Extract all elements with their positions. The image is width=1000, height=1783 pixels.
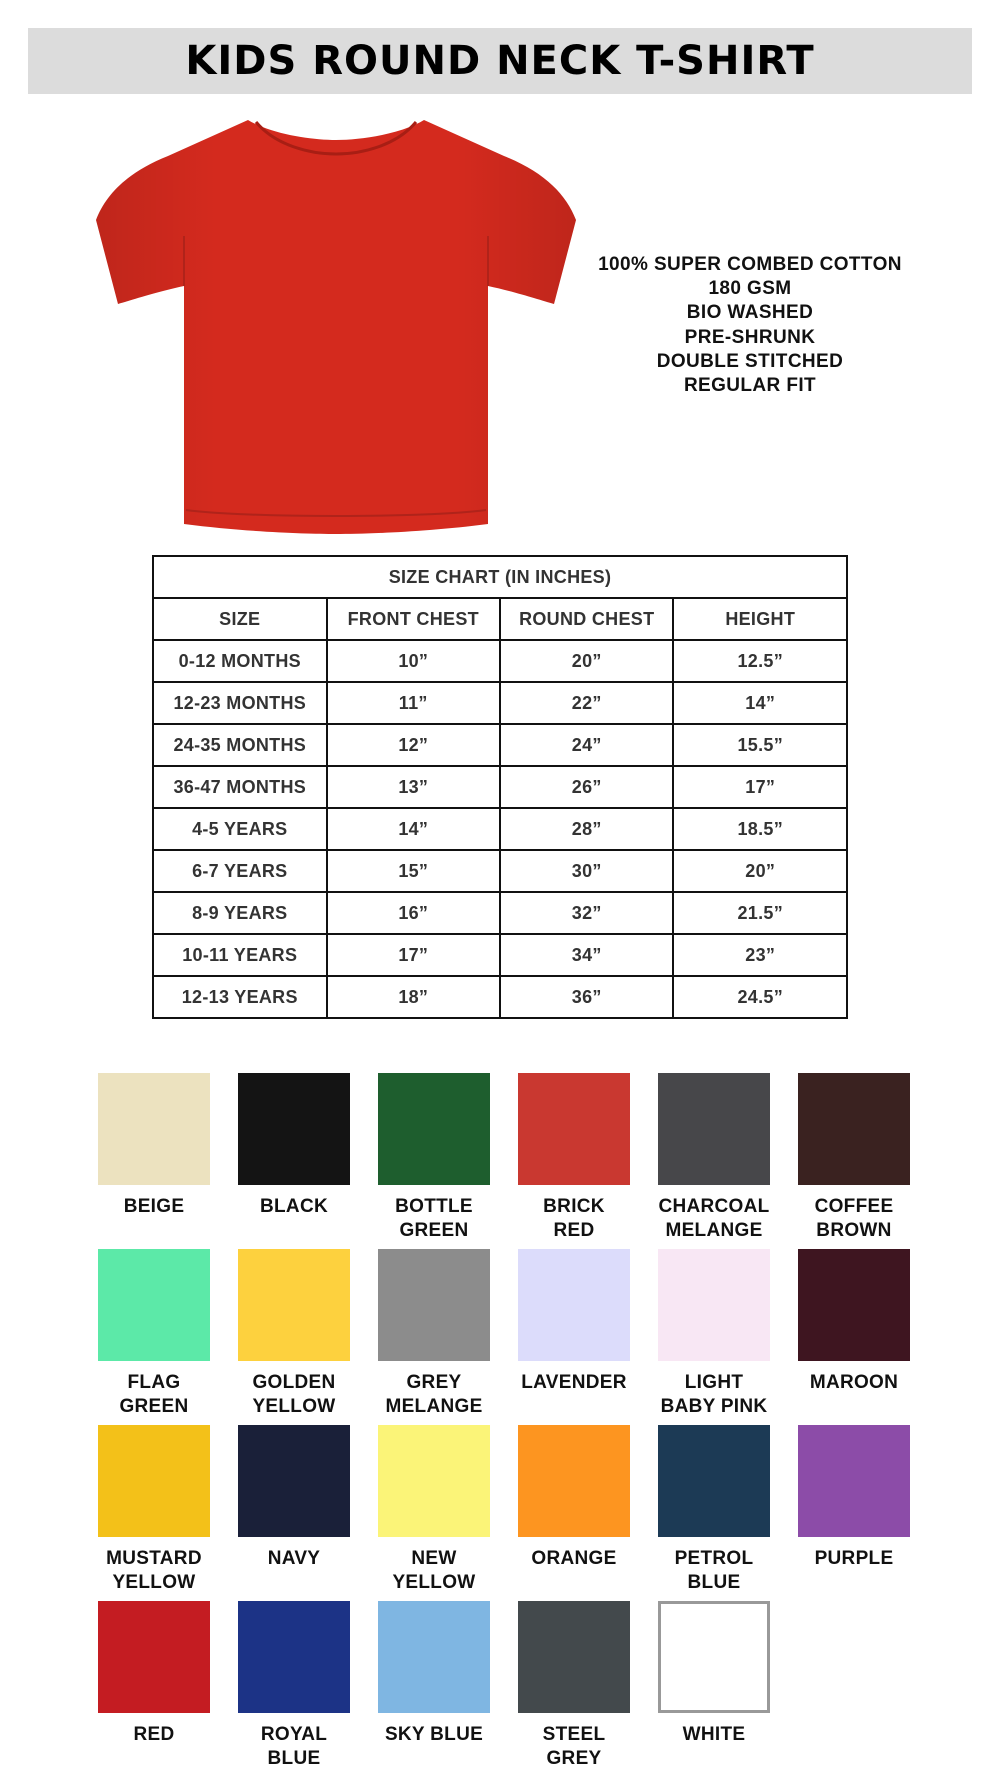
color-name-label: PETROL BLUE (674, 1548, 754, 1593)
table-cell: 26” (500, 766, 673, 808)
table-row (153, 850, 847, 892)
color-name-label: ORANGE (531, 1548, 617, 1569)
color-chip (378, 1425, 490, 1537)
color-chip (518, 1073, 630, 1185)
color-chip (378, 1249, 490, 1361)
color-swatch (518, 1073, 630, 1241)
color-chip (798, 1073, 910, 1185)
table-cell: 4-5 YEARS (153, 808, 327, 850)
color-chip (98, 1601, 210, 1713)
table-cell: 21.5” (673, 892, 847, 934)
color-chip (518, 1425, 630, 1537)
spec-line: PRE-SHRUNK (684, 326, 816, 348)
color-swatch (378, 1249, 490, 1417)
color-name-label: PURPLE (814, 1548, 894, 1569)
column-header-height: HEIGHT (673, 598, 847, 640)
spec-line: BIO WASHED (686, 302, 814, 324)
spec-line: DOUBLE STITCHED (656, 350, 844, 372)
spec-line: REGULAR FIT (683, 375, 817, 397)
table-cell: 12-13 YEARS (153, 976, 327, 1018)
color-swatch (798, 1073, 910, 1241)
color-swatch (658, 1425, 770, 1593)
color-swatch (98, 1601, 210, 1745)
color-name-label: BOTTLE GREEN (395, 1196, 473, 1241)
color-chip (658, 1073, 770, 1185)
size-chart-title: SIZE CHART (IN INCHES) (153, 556, 847, 598)
color-swatch (98, 1425, 210, 1593)
table-row (153, 640, 847, 682)
color-chip (378, 1073, 490, 1185)
table-row (153, 724, 847, 766)
table-cell: 20” (500, 640, 673, 682)
color-name-label: BLACK (260, 1196, 328, 1217)
table-cell: 11” (327, 682, 500, 724)
color-chip (238, 1425, 350, 1537)
color-swatch (238, 1073, 350, 1217)
size-chart-table (152, 555, 848, 1019)
color-chip (658, 1249, 770, 1361)
color-name-label: CHARCOAL MELANGE (658, 1196, 770, 1241)
color-name-label: STEEL GREY (542, 1724, 606, 1769)
table-cell: 24” (500, 724, 673, 766)
table-cell: 6-7 YEARS (153, 850, 327, 892)
color-swatch (798, 1249, 910, 1393)
color-chip (98, 1073, 210, 1185)
red-tshirt-icon (96, 116, 576, 536)
color-name-label: NEW YELLOW (392, 1548, 476, 1593)
column-header-round-chest: ROUND CHEST (500, 598, 673, 640)
color-chip (518, 1249, 630, 1361)
table-row (153, 766, 847, 808)
product-specs (570, 253, 930, 398)
color-chip (238, 1073, 350, 1185)
table-cell: 12” (327, 724, 500, 766)
table-cell: 10” (327, 640, 500, 682)
color-name-label: COFFEE BROWN (814, 1196, 894, 1241)
table-cell: 15” (327, 850, 500, 892)
color-name-label: SKY BLUE (384, 1724, 484, 1745)
title-bar (28, 28, 972, 94)
column-header-front-chest: FRONT CHEST (327, 598, 500, 640)
color-chip (658, 1601, 770, 1713)
color-swatch (378, 1073, 490, 1241)
table-cell: 12.5” (673, 640, 847, 682)
color-name-label: MUSTARD YELLOW (106, 1548, 202, 1593)
color-chip (98, 1249, 210, 1361)
color-chip (798, 1425, 910, 1537)
table-row (153, 892, 847, 934)
color-swatch (798, 1425, 910, 1569)
table-cell: 24.5” (673, 976, 847, 1018)
color-chip (798, 1249, 910, 1361)
color-chip (238, 1249, 350, 1361)
color-name-label: FLAG GREEN (119, 1372, 189, 1417)
table-row (153, 682, 847, 724)
color-name-label: WHITE (682, 1724, 746, 1745)
table-cell: 15.5” (673, 724, 847, 766)
page-title: KIDS ROUND NECK T-SHIRT (185, 38, 815, 84)
color-name-label: RED (133, 1724, 175, 1745)
table-cell: 23” (673, 934, 847, 976)
table-cell: 18” (327, 976, 500, 1018)
color-swatch (518, 1601, 630, 1769)
table-cell: 14” (673, 682, 847, 724)
table-row (153, 976, 847, 1018)
table-cell: 8-9 YEARS (153, 892, 327, 934)
table-cell: 16” (327, 892, 500, 934)
color-name-label: NAVY (267, 1548, 321, 1569)
color-swatch (518, 1249, 630, 1393)
table-cell: 36-47 MONTHS (153, 766, 327, 808)
color-swatch (658, 1601, 770, 1745)
table-cell: 0-12 MONTHS (153, 640, 327, 682)
table-cell: 22” (500, 682, 673, 724)
column-header-size: SIZE (153, 598, 327, 640)
table-cell: 14” (327, 808, 500, 850)
color-name-label: GOLDEN YELLOW (252, 1372, 336, 1417)
table-cell: 12-23 MONTHS (153, 682, 327, 724)
table-cell: 17” (673, 766, 847, 808)
color-swatch (518, 1425, 630, 1569)
table-cell: 18.5” (673, 808, 847, 850)
color-swatch (98, 1073, 210, 1217)
table-cell: 34” (500, 934, 673, 976)
color-name-label: LIGHT BABY PINK (660, 1372, 768, 1417)
table-cell: 36” (500, 976, 673, 1018)
color-name-label: ROYAL BLUE (260, 1724, 328, 1769)
color-name-label: GREY MELANGE (385, 1372, 483, 1417)
table-row (153, 808, 847, 850)
color-swatch (658, 1249, 770, 1417)
color-swatch (238, 1249, 350, 1417)
color-swatch (378, 1425, 490, 1593)
color-chip (378, 1601, 490, 1713)
color-name-label: MAROON (809, 1372, 899, 1393)
table-cell: 13” (327, 766, 500, 808)
size-chart-body (153, 640, 847, 1018)
size-chart-title-row (153, 556, 847, 598)
color-swatch (378, 1601, 490, 1745)
color-chip (518, 1601, 630, 1713)
spec-line: 180 GSM (708, 278, 792, 300)
table-cell: 10-11 YEARS (153, 934, 327, 976)
color-swatch (238, 1601, 350, 1769)
color-chip (658, 1425, 770, 1537)
color-name-label: BRICK RED (543, 1196, 605, 1241)
color-swatch (658, 1073, 770, 1241)
spec-line: 100% SUPER COMBED COTTON (598, 254, 902, 275)
color-swatch (98, 1249, 210, 1417)
table-cell: 17” (327, 934, 500, 976)
table-cell: 30” (500, 850, 673, 892)
color-name-label: LAVENDER (521, 1372, 627, 1393)
color-swatch (238, 1425, 350, 1569)
table-cell: 28” (500, 808, 673, 850)
table-cell: 20” (673, 850, 847, 892)
color-name-label: BEIGE (123, 1196, 185, 1217)
table-row (153, 934, 847, 976)
table-cell: 24-35 MONTHS (153, 724, 327, 766)
size-chart-header-row (153, 598, 847, 640)
color-chip (98, 1425, 210, 1537)
table-cell: 32” (500, 892, 673, 934)
color-chip (238, 1601, 350, 1713)
